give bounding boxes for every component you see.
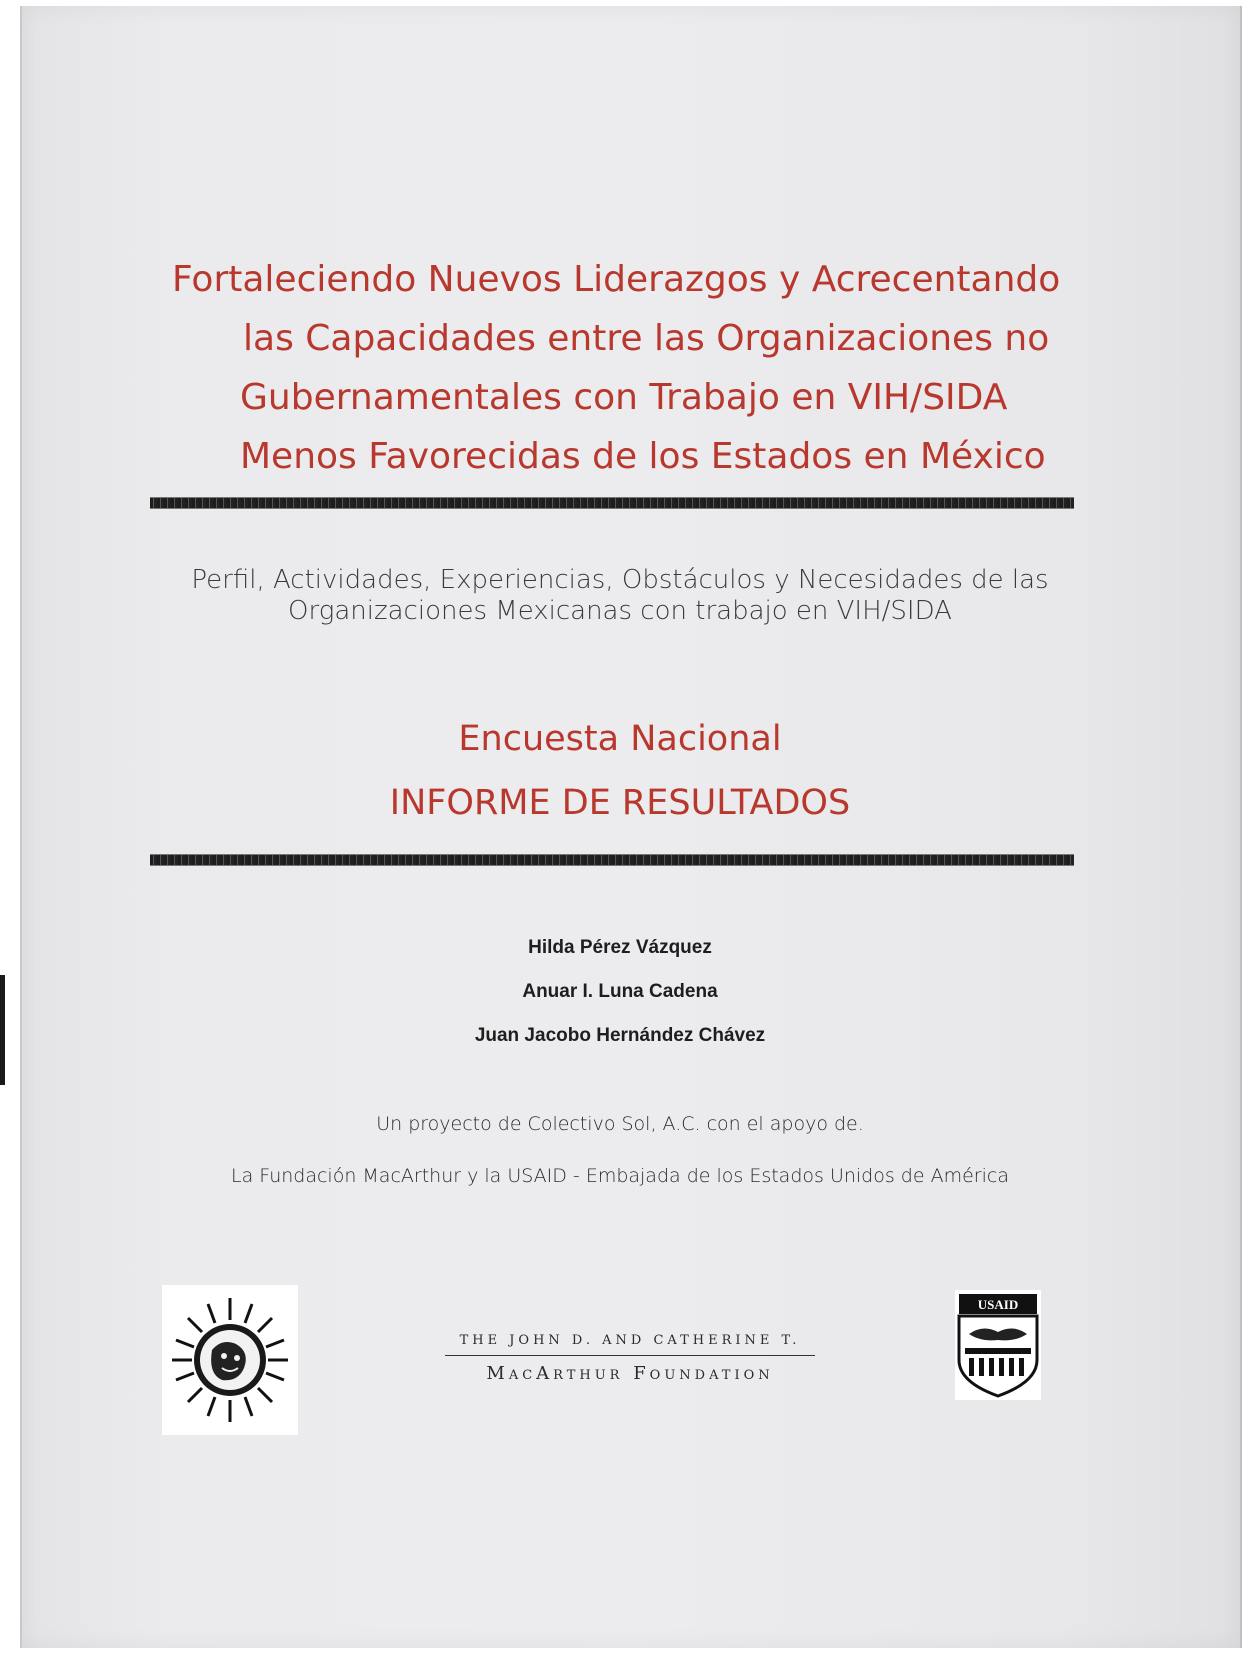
macarthur-top-line: THE JOHN D. AND CATHERINE T.	[459, 1333, 801, 1348]
project-credit-line-1: Un proyecto de Colectivo Sol, A.C. con el apoyo de.	[376, 1113, 864, 1135]
author-2: Anuar I. Luna Cadena	[522, 981, 718, 1002]
subtitle	[120, 565, 1120, 627]
survey-heading	[120, 707, 1120, 835]
macarthur-foundation-logo	[430, 1330, 830, 1386]
subtitle-line-1: Perfil, Actividades, Experiencias, Obstáculos y Necesidades de las	[191, 565, 1049, 595]
main-title-line-3: Gubernamentales con Trabajo en VIH/SIDA	[240, 377, 1008, 418]
project-credit-line-2: La Fundación MacArthur y la USAID - Embajada de los Estados Unidos de América	[231, 1165, 1009, 1187]
main-title-line-2: las Capacidades entre las Organizaciones no	[243, 318, 1050, 359]
author-list	[300, 926, 940, 1058]
usaid-label: USAID	[977, 1297, 1019, 1312]
survey-title: Encuesta Nacional	[458, 719, 782, 759]
sun-emblem-icon	[162, 1285, 298, 1435]
macarthur-rule	[445, 1355, 815, 1356]
project-credit	[120, 1098, 1120, 1202]
colectivo-sol-logo	[162, 1285, 298, 1435]
usaid-logo	[955, 1290, 1041, 1400]
report-title: INFORME DE RESULTADOS	[389, 783, 851, 823]
binding-edge	[0, 975, 5, 1085]
author-1: Hilda Pérez Vázquez	[528, 937, 712, 958]
main-title	[150, 250, 1061, 486]
main-title-line-4: Menos Favorecidas de los Estados en México	[240, 436, 1046, 477]
macarthur-name: MacArthur Foundation	[486, 1363, 774, 1384]
author-3: Juan Jacobo Hernández Chávez	[474, 1025, 766, 1046]
divider-rule-bottom	[150, 854, 1074, 866]
main-title-line-1: Fortaleciendo Nuevos Liderazgos y Acrecentando	[172, 259, 1061, 300]
divider-rule-top	[150, 497, 1074, 509]
usaid-shield-icon	[955, 1290, 1041, 1400]
subtitle-line-2: Organizaciones Mexicanas con trabajo en VIH/SIDA	[288, 596, 952, 626]
